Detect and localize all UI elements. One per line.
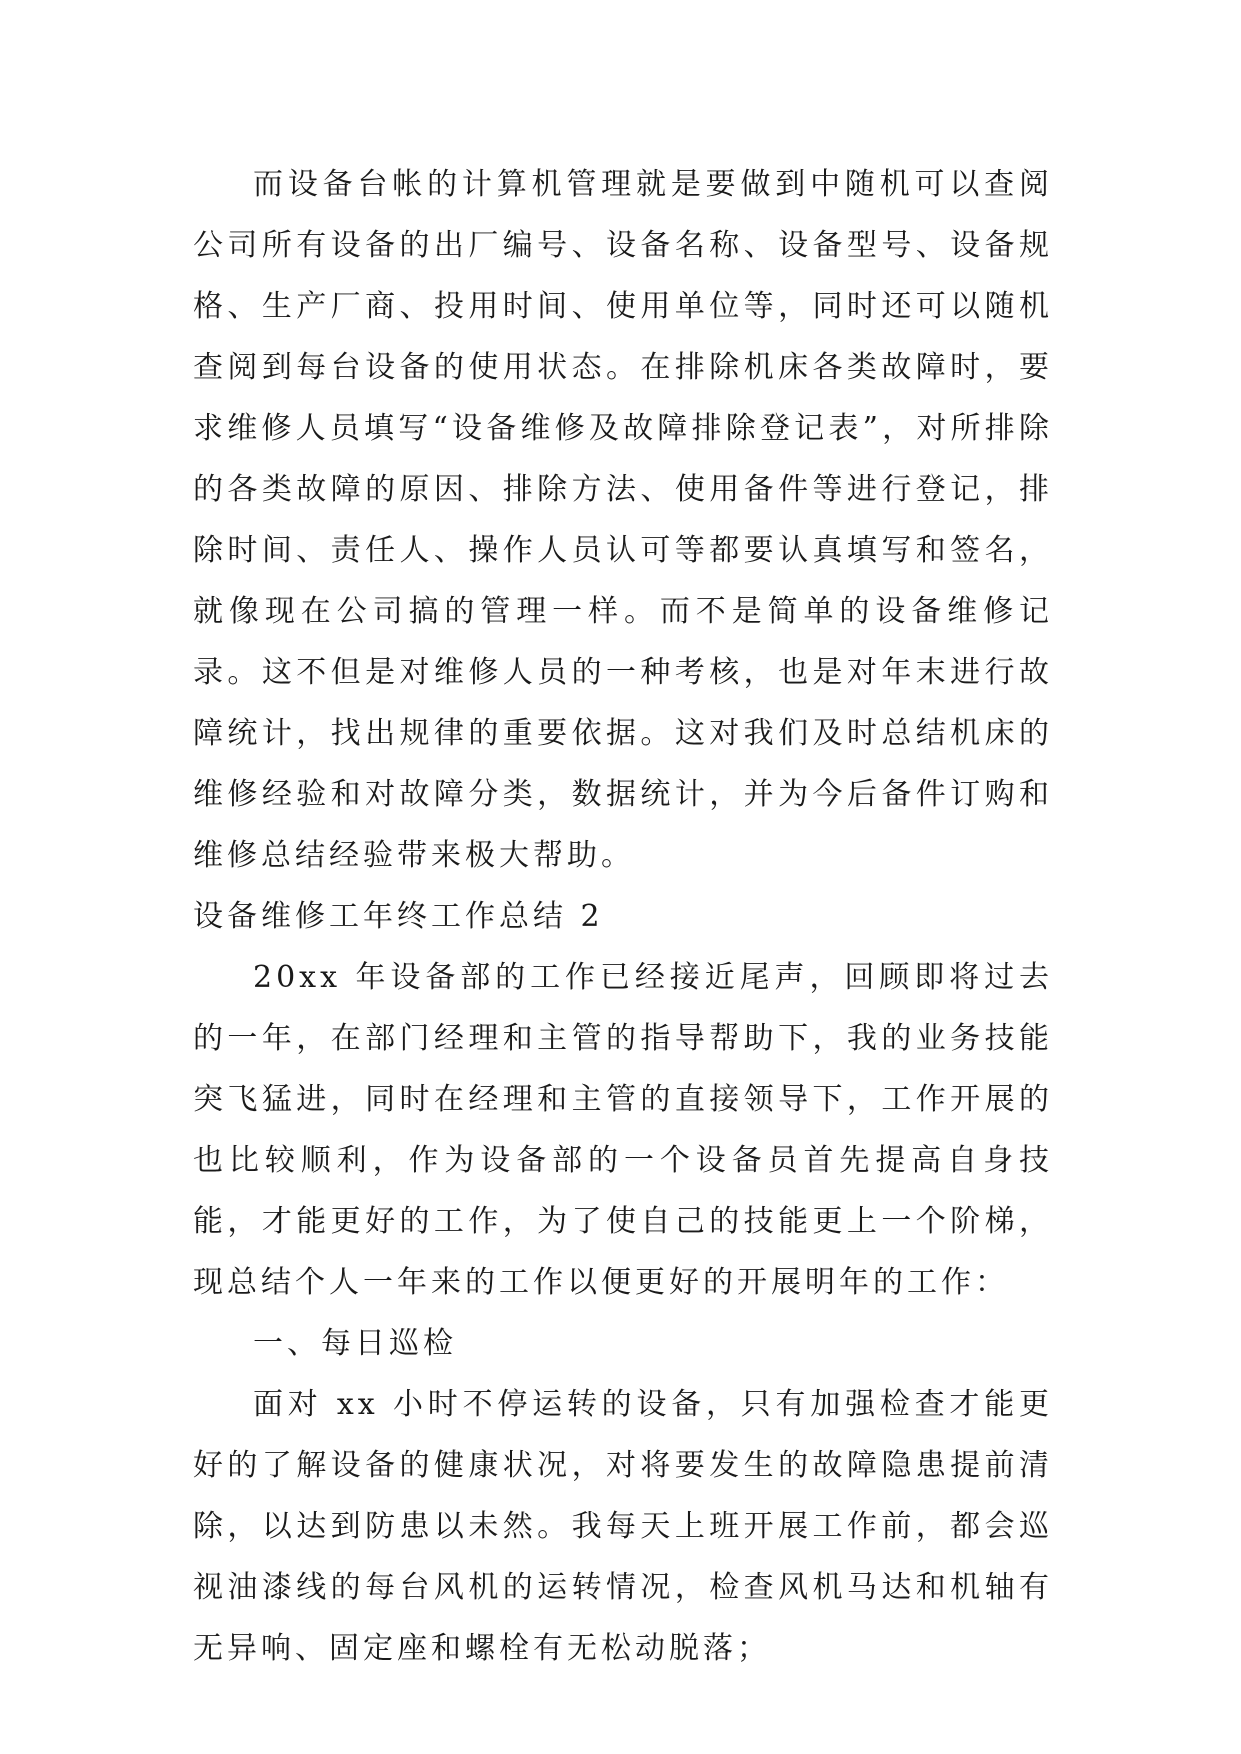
subheading-daily-inspection: 一、每日巡检 <box>253 1326 457 1361</box>
paragraph-daily-inspection: 面对 xx 小时不停运转的设备，只有加强检查才能更好的了解设备的健康状况，对将要发生的故障隐患提前清除，以达到防患以未然。我每天上班开展工作前，都会巡视油漆线的每台风机的运转情况，检查风机马达和机轴有无异响、固定座和螺栓有无松动脱落； <box>193 1387 1053 1666</box>
section-heading-summary-2: 设备维修工年终工作总结 2 <box>193 899 604 934</box>
paragraph-year-review: 20xx 年设备部的工作已经接近尾声，回顾即将过去的一年，在部门经理和主管的指导帮助下，我的业务技能突飞猛进，同时在经理和主管的直接领导下，工作开展的也比较顺利，作为设备部的一个设备员首先提高自身技能，才能更好的工作，为了使自己的技能更上一个阶梯，现总结个人一年来的工作以便更好的开展明年的工作： <box>193 960 1053 1300</box>
document-body <box>193 154 1053 1679</box>
paragraph-equipment-ledger: 而设备台帐的计算机管理就是要做到中随机可以查阅公司所有设备的出厂编号、设备名称、设备型号、设备规格、生产厂商、投用时间、使用单位等，同时还可以随机查阅到每台设备的使用状态。在排除机床各类故障时，要求维修人员填写“设备维修及故障排除登记表”，对所排除的各类故障的原因、排除方法、使用备件等进行登记，排除时间、责任人、操作人员认可等都要认真填写和签名，就像现在公司搞的管理一样。而不是简单的设备维修记录。这不但是对维修人员的一种考核，也是对年末进行故障统计，找出规律的重要依据。这对我们及时总结机床的维修经验和对故障分类，数据统计，并为今后备件订购和维修总结经验带来极大帮助。 <box>193 167 1053 873</box>
